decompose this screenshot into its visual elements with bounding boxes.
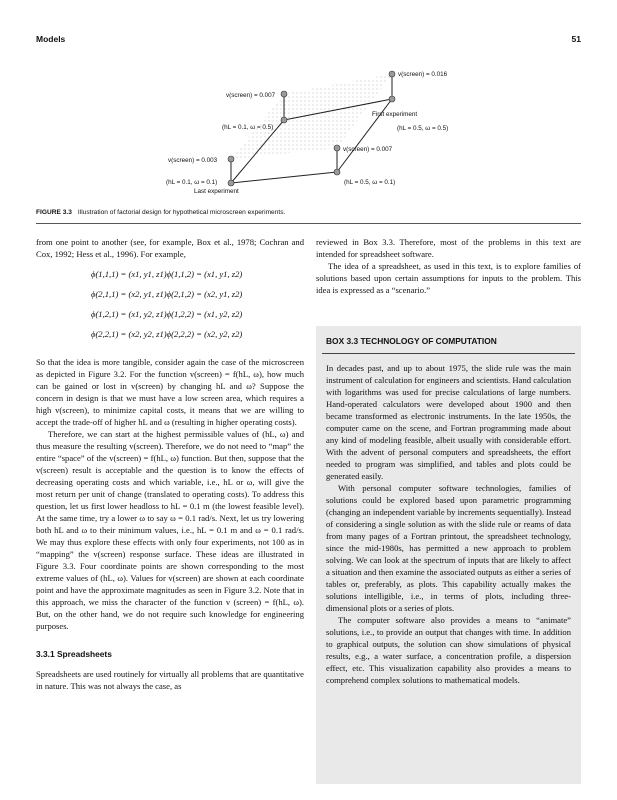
factorial-design-figure [0, 0, 617, 205]
caption-divider [36, 223, 581, 224]
label-v-top-left: v(screen) = 0.007 [226, 92, 276, 99]
equation-block [36, 268, 304, 348]
section-heading: 3.3.1 Spreadsheets [36, 649, 112, 659]
left-paragraph-3: Therefore, we can start at the highest permissible values of (hL, ω) and thus measure the resulting v(screen). Therefore, we do not need to “map” the entire “space” of the v(screen) = f(hL, ω) function. But then, suppose that the v(screen) result is acceptable and the question is to know the effects of decreasing operating costs and which variable, i.e., hL or ω, will give the most return per unit of change (translated to operating costs). To address this question, let us first lower headloss to hL = 0.1 m (the lowest feasible level). At the same time, try a lower ω to say ω = 0.1 rad/s. Next, let us try lowering both hL and ω to their minimum values, i.e., hL = 0.1 m and ω = 0.1 rad/s. We may thus explore these effects with only four experiments, not 100 as in “mapping” the v(screen) response surface. These ideas are illustrated in Figure 3.3. Four coordinate points are shown corresponding to the most extreme values of (hL, ω). Values for v(screen) are shown at each coordinate point and have the approximate magnitudes as seen in Figure 3.2. Note that in this approach, we miss the character of the function v (screen) = f(hL, ω). But, on the other hand, we do not require such knowledge for engineering purposes. [36, 429, 305, 631]
label-params-top-right: (hL = 0.5, ω = 0.5) [397, 125, 449, 132]
point-top-left [281, 91, 287, 97]
label-last-experiment: Last experiment [194, 188, 239, 195]
base-top-left [281, 117, 287, 123]
page-number: 51 [571, 34, 581, 44]
box-body [326, 362, 571, 686]
label-v-bottom-left: v(screen) = 0.003 [168, 157, 218, 164]
right-paragraph-1: reviewed in Box 3.3. Therefore, most of the problems in this text are intended for spreadsheet software. [316, 237, 581, 259]
label-v-mid-right: v(screen) = 0.007 [343, 146, 393, 153]
left-paragraph-4: Spreadsheets are used routinely for virtually all problems that are quantitative in nature. This was not always the case, as [36, 669, 304, 691]
label-v-top-right: v(screen) = 0.016 [398, 71, 448, 78]
base-top-right [389, 96, 395, 102]
label-params-top-left: (hL = 0.1, ω = 0.5) [222, 124, 274, 131]
point-top-right [389, 71, 395, 77]
box-paragraph-2: With personal computer software technologies, families of solutions could be explored based upon parametric programming (changing an independent variable by increments sequentially). Instead of considering a single solution as with the slide rule or reams of data from many pages of a Fortran printout, the spreadsheet technology, since the mid-1980s, has permitted a new approach to problem solving. We can look at the spectrum of inputs that are likely to affect a situation and then examine the associated outputs as either a series of tables or, preferably, as plots. This capability actually makes the solutions intelligible, i.e., in terms of plots, including three-dimensional plots or a series of plots. [326, 483, 571, 613]
box-title: BOX 3.3 TECHNOLOGY OF COMPUTATION [326, 336, 497, 346]
base-bottom-right [334, 169, 340, 175]
label-first-experiment: First experiment [372, 111, 418, 118]
point-mid-right [334, 145, 340, 151]
equation-row: ϕ(1,1,1) = (x1, y1, z1)ϕ(1,1,2) = (x1, y1, z2) [91, 269, 243, 279]
edge-bottom-front [231, 172, 337, 183]
box-paragraph-1: In decades past, and up to about 1975, the slide rule was the main instrument of calculation for engineers and scientists. Hand calculation with logarithms was used for precise calculations of large numbers. Hand-operated calculators were developed about 1900 and then became transformed as electronic instruments. In the late 1950s, the computer came on the scene, and Fortran programming made about any kind of modeling feasible, albeit usually with considerable effort. With the advent of personal computers and spreadsheets, the effort needed to program was simplified, and tables and plots could be generated easily. [326, 363, 571, 481]
equation-row: ϕ(2,1,1) = (x2, y1, z1)ϕ(2,1,2) = (x2, y1, z2) [91, 289, 243, 299]
box-divider [322, 353, 575, 354]
box-paragraph-3: The computer software also provides a means to “animate” solutions, i.e., to provide an output that changes with time. In addition to graphical outputs, the solution can show simulations of physical results, e.g., a water surface, a concentration profile, a dispersion effect, etc. This visualization capability also provides a means to comprehend complex solutions to mathematical models. [326, 615, 571, 685]
label-params-bottom-left: (hL = 0.1, ω = 0.1) [166, 179, 218, 186]
figure-caption [36, 209, 581, 216]
right-column [316, 236, 581, 296]
equation-row: ϕ(1,2,1) = (x1, y2, z1)ϕ(1,2,2) = (x1, y2, z2) [91, 309, 243, 319]
left-paragraph-1: from one point to another (see, for example, Box et al., 1978; Cochran and Cox, 1992; Hess et al., 1996). For example, [36, 237, 304, 259]
base-bottom-left [228, 180, 234, 186]
equation-row: ϕ(2,2,1) = (x2, y2, z1)ϕ(2,2,2) = (x2, y2, z2) [91, 329, 243, 339]
left-paragraph-2: So that the idea is more tangible, consider again the case of the microscreen as depicted in Figure 3.2. For the function v(screen) = f(hL, ω), how much can be gained or lost in v(screen) by changing hL and ω? Suppose the concern in design is that we must have a low screen area, which requires a high v(screen), to minimize capital costs, it means that we are willing to accept the trade-off of higher hL and ω (resulting in higher operating costs). [36, 357, 304, 427]
box-technology-of-computation [316, 326, 581, 784]
figure-caption-label: FIGURE 3.3 [36, 209, 72, 216]
point-bottom-left [228, 156, 234, 162]
right-paragraph-2: The idea of a spreadsheet, as used in this text, is to explore families of solutions based upon certain assumptions for inputs to the problem. This idea is expressed as a “scenario.” [316, 261, 581, 295]
running-header: Models [36, 34, 66, 44]
label-params-bottom-right: (hL = 0.5, ω = 0.1) [344, 179, 396, 186]
figure-caption-text: Illustration of factorial design for hypothetical microscreen experiments. [77, 209, 286, 216]
left-column [36, 236, 304, 692]
